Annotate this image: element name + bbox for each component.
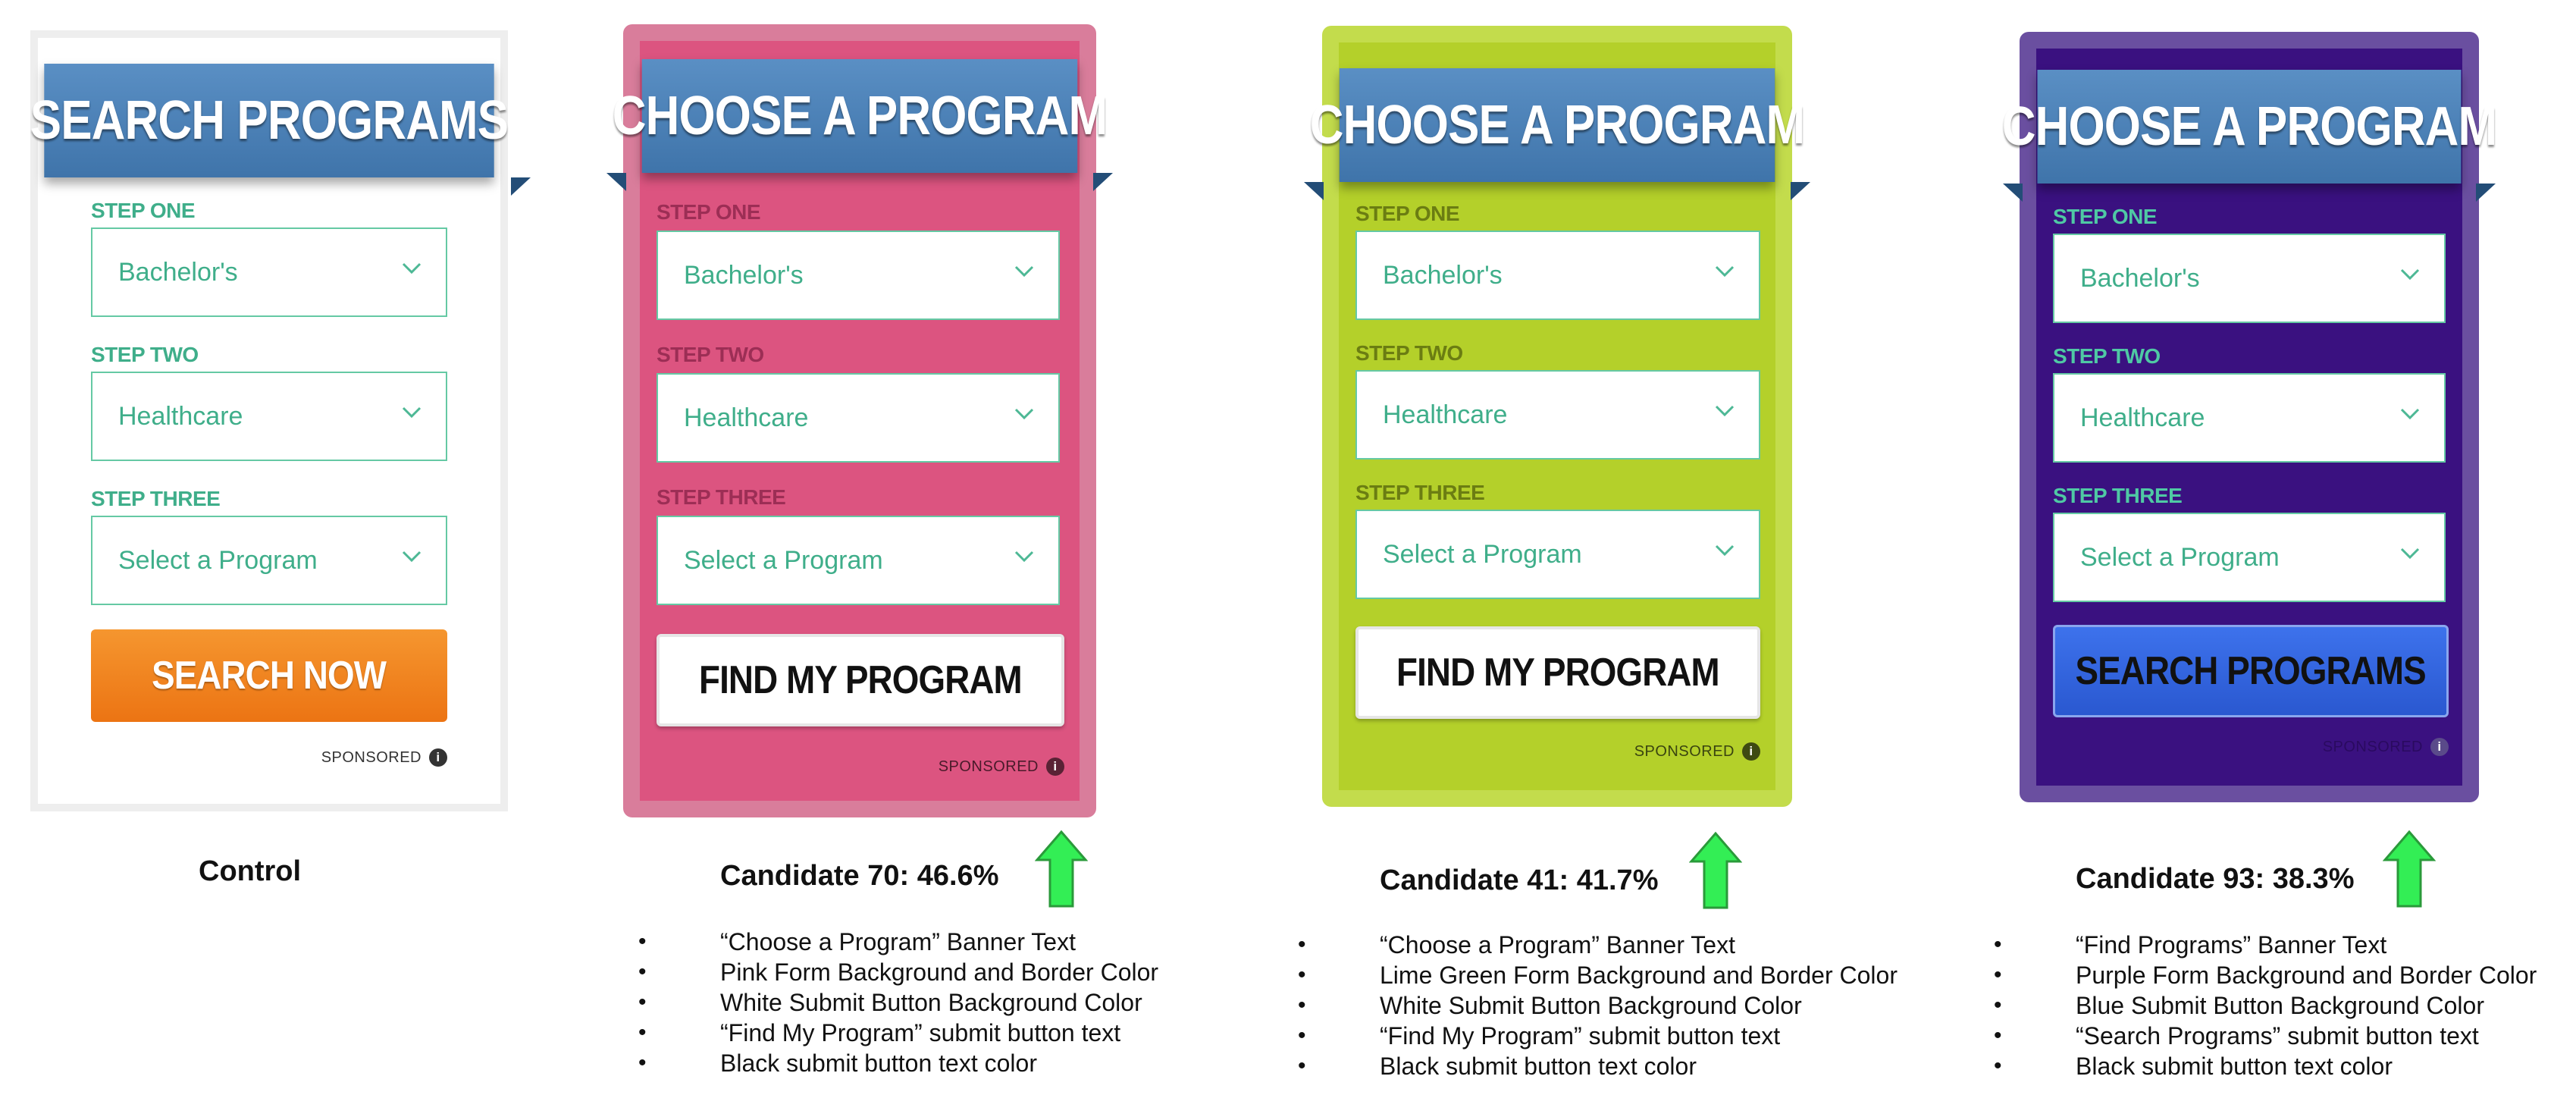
control-step-three-select[interactable] — [91, 516, 447, 605]
list-item: • “Choose a Program” Banner Text — [1380, 930, 1898, 960]
control-form-card — [30, 30, 508, 811]
candidate-70-step-three-select[interactable] — [657, 516, 1060, 605]
candidate-70-step-two-label: STEP TWO — [657, 343, 764, 366]
control-caption: Control — [199, 855, 302, 887]
candidate-70-step-one-select[interactable] — [657, 231, 1060, 320]
candidate-93-banner-fold-left — [2003, 184, 2023, 202]
list-item: • White Submit Button Background Color — [1380, 990, 1898, 1021]
candidate-41-step-one-select[interactable] — [1355, 231, 1760, 320]
list-item: • Black submit button text color — [2076, 1051, 2537, 1081]
candidate-70-banner-fold-right — [1093, 173, 1113, 191]
control-step-one-select[interactable] — [91, 227, 447, 317]
candidate-41-sponsored-text: SPONSORED — [1634, 742, 1735, 760]
green-up-arrow-icon — [1689, 831, 1742, 910]
candidate-93-step-one-value: Bachelor's — [2080, 263, 2200, 293]
info-icon[interactable]: i — [429, 748, 447, 767]
control-step-two-value: Healthcare — [118, 401, 243, 431]
chevron-down-icon — [1713, 539, 1736, 562]
candidate-41-step-two-select[interactable] — [1355, 370, 1760, 460]
list-item: • Black submit button text color — [1380, 1051, 1898, 1081]
candidate-93-sponsored — [2323, 736, 2449, 758]
list-item: • White Submit Button Background Color — [720, 987, 1158, 1018]
candidate-41-step-two-label: STEP TWO — [1355, 341, 1463, 365]
candidate-93-changes-list — [2076, 930, 2537, 1081]
candidate-41-changes-list — [1380, 930, 1898, 1081]
control-sponsored-text: SPONSORED — [321, 748, 421, 766]
control-step-two-select[interactable] — [91, 372, 447, 461]
candidate-41-form-card — [1309, 26, 1805, 807]
chevron-down-icon — [400, 545, 423, 568]
candidate-70-step-one-label: STEP ONE — [657, 200, 761, 224]
candidate-93-search-programs-button[interactable] — [2053, 625, 2449, 717]
candidate-41-banner-fold-left — [1304, 182, 1324, 200]
list-item: • Pink Form Background and Border Color — [720, 957, 1158, 987]
control-step-two-label: STEP TWO — [91, 343, 199, 366]
chevron-down-icon — [1013, 260, 1036, 283]
candidate-93-caption: Candidate 93: 38.3% — [2076, 863, 2355, 895]
candidate-93-variant — [1985, 0, 2576, 1095]
info-icon[interactable]: i — [1046, 758, 1064, 776]
candidate-93-banner: CHOOSE A PROGRAM — [2038, 70, 2462, 184]
candidate-41-sponsored — [1634, 740, 1760, 763]
list-item: • Black submit button text color — [720, 1048, 1158, 1078]
control-step-three-label: STEP THREE — [91, 487, 221, 510]
control-search-now-button[interactable] — [91, 629, 447, 722]
candidate-70-step-one-value: Bachelor's — [684, 260, 804, 290]
candidate-93-step-three-label: STEP THREE — [2053, 484, 2183, 507]
candidate-70-banner-fold-left — [606, 173, 626, 191]
control-banner-fold — [511, 177, 531, 196]
chevron-down-icon — [1713, 260, 1736, 283]
candidate-70-form-body — [612, 41, 1108, 801]
candidate-93-sponsored-text: SPONSORED — [2322, 738, 2423, 755]
candidate-41-submit-label: FIND MY PROGRAM — [1396, 651, 1719, 695]
control-sponsored — [321, 746, 447, 769]
candidate-70-sponsored — [939, 755, 1064, 778]
candidate-41-variant — [1289, 0, 1898, 1095]
candidate-70-variant — [591, 0, 1183, 1095]
candidate-70-submit-label: FIND MY PROGRAM — [699, 658, 1022, 702]
chevron-down-icon — [1013, 545, 1036, 568]
list-item: • “Find My Program” submit button text — [720, 1018, 1158, 1048]
candidate-70-form-card — [612, 24, 1108, 817]
candidate-41-banner-fold-right — [1791, 182, 1810, 200]
control-variant — [0, 0, 591, 1095]
control-banner: SEARCH PROGRAMS — [44, 64, 494, 177]
candidate-93-step-one-label: STEP ONE — [2053, 205, 2158, 228]
info-icon[interactable]: i — [1742, 742, 1760, 761]
candidate-70-banner: CHOOSE A PROGRAM — [642, 59, 1077, 173]
candidate-70-step-two-select[interactable] — [657, 373, 1060, 463]
candidate-41-step-three-value: Select a Program — [1383, 539, 1582, 569]
chevron-down-icon — [1013, 403, 1036, 425]
candidate-41-step-three-select[interactable] — [1355, 510, 1760, 599]
chevron-down-icon — [400, 401, 423, 424]
list-item: • Lime Green Form Background and Border Color — [1380, 960, 1898, 990]
control-submit-label: SEARCH NOW — [152, 654, 387, 698]
candidate-93-step-three-select[interactable] — [2053, 513, 2446, 602]
chevron-down-icon — [2399, 542, 2421, 565]
candidate-93-banner-fold-right — [2476, 184, 2496, 202]
list-item: • Purple Form Background and Border Color — [2076, 960, 2537, 990]
candidate-41-step-one-value: Bachelor's — [1383, 260, 1503, 290]
candidate-41-step-two-value: Healthcare — [1383, 400, 1508, 429]
candidate-41-form-body — [1309, 42, 1805, 790]
chevron-down-icon — [2399, 263, 2421, 286]
list-item: • “Find Programs” Banner Text — [2076, 930, 2537, 960]
candidate-93-step-two-label: STEP TWO — [2053, 344, 2161, 368]
control-step-three-value: Select a Program — [118, 545, 318, 575]
candidate-93-step-three-value: Select a Program — [2080, 542, 2280, 572]
candidate-93-form-body — [2001, 49, 2497, 786]
chevron-down-icon — [400, 257, 423, 280]
candidate-93-step-one-select[interactable] — [2053, 234, 2446, 323]
control-step-one-value: Bachelor's — [118, 257, 238, 287]
candidate-93-step-two-select[interactable] — [2053, 373, 2446, 463]
candidate-70-caption: Candidate 70: 46.6% — [720, 860, 999, 892]
list-item: • “Choose a Program” Banner Text — [720, 927, 1158, 957]
candidate-70-step-two-value: Healthcare — [684, 403, 809, 432]
list-item: • Blue Submit Button Background Color — [2076, 990, 2537, 1021]
list-item: • “Find My Program” submit button text — [1380, 1021, 1898, 1051]
chevron-down-icon — [1713, 400, 1736, 422]
candidate-41-step-three-label: STEP THREE — [1355, 481, 1485, 504]
candidate-70-changes-list — [720, 927, 1158, 1078]
chevron-down-icon — [2399, 403, 2421, 425]
candidate-70-sponsored-text: SPONSORED — [938, 758, 1039, 775]
control-step-one-label: STEP ONE — [91, 199, 196, 222]
candidate-93-submit-label: SEARCH PROGRAMS — [2075, 649, 2427, 693]
list-item: • “Search Programs” submit button text — [2076, 1021, 2537, 1051]
green-up-arrow-icon — [2383, 830, 2436, 908]
candidate-41-step-one-label: STEP ONE — [1355, 202, 1460, 225]
candidate-41-find-my-program-button[interactable] — [1355, 626, 1760, 719]
green-up-arrow-icon — [1035, 830, 1088, 908]
candidate-41-banner: CHOOSE A PROGRAM — [1340, 68, 1775, 182]
candidate-41-caption: Candidate 41: 41.7% — [1380, 864, 1659, 896]
info-icon[interactable]: i — [2430, 738, 2449, 756]
candidate-70-step-three-value: Select a Program — [684, 545, 883, 575]
candidate-93-form-card — [2001, 32, 2497, 802]
candidate-70-step-three-label: STEP THREE — [657, 485, 786, 509]
candidate-70-find-my-program-button[interactable] — [657, 634, 1064, 726]
control-form-body — [30, 38, 509, 804]
candidate-93-step-two-value: Healthcare — [2080, 403, 2205, 432]
